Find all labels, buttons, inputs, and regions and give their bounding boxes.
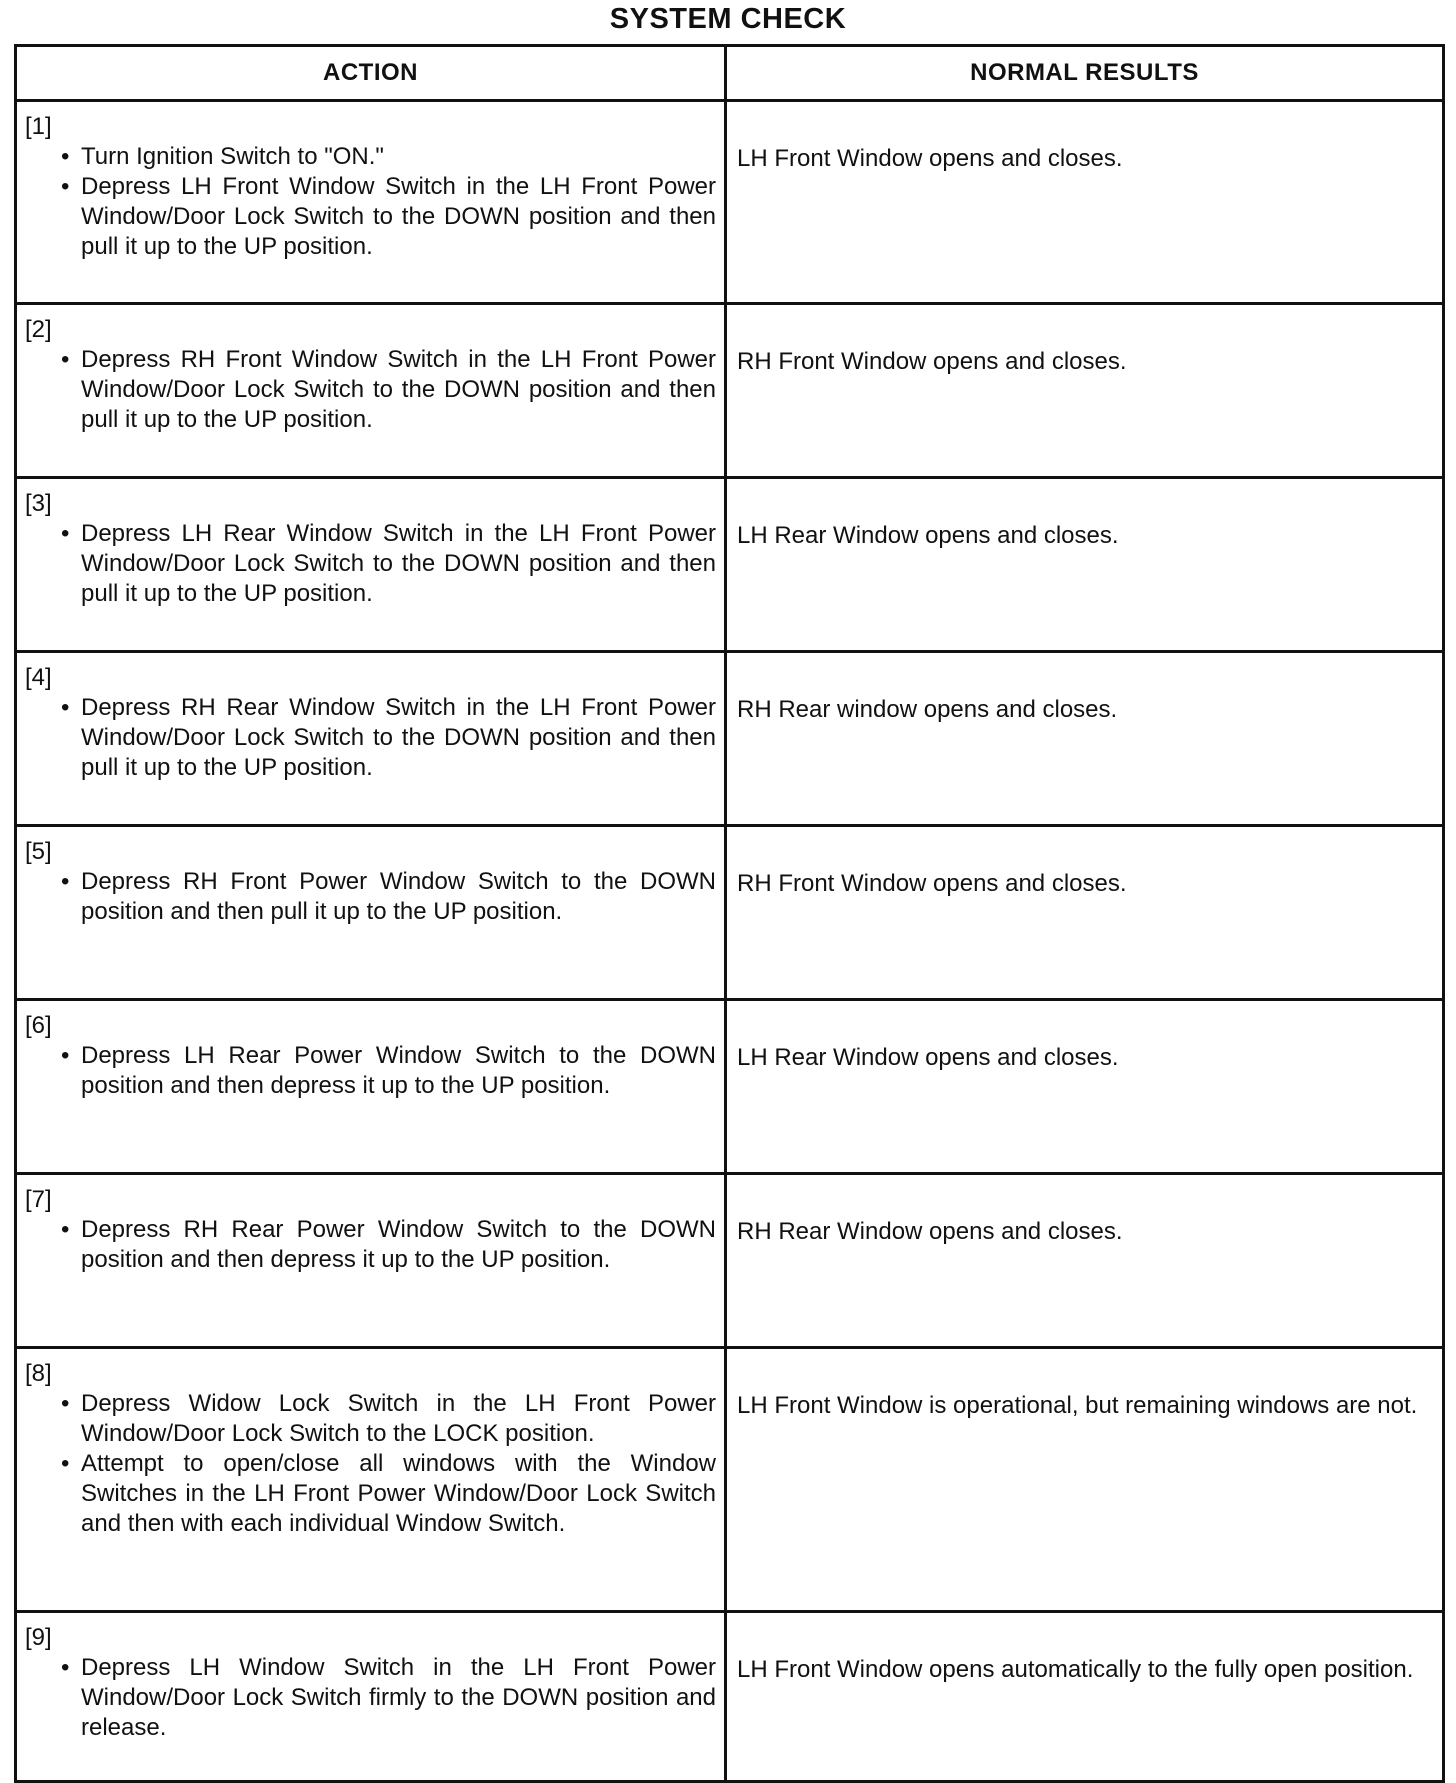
action-list bbox=[25, 867, 716, 927]
action-cell bbox=[16, 304, 726, 478]
result-cell: LH Rear Window opens and closes. bbox=[726, 478, 1444, 652]
action-item: • Depress Widow Lock Switch in the LH Front Power Window/Door Lock Switch to the LOCK position. bbox=[81, 1389, 716, 1449]
step-number: [7] bbox=[25, 1186, 52, 1213]
table-row bbox=[16, 1612, 1444, 1782]
step-number: [8] bbox=[25, 1360, 52, 1387]
result-cell: RH Rear Window opens and closes. bbox=[726, 1174, 1444, 1348]
result-cell: LH Front Window opens automatically to the fully open position. bbox=[726, 1612, 1444, 1782]
step-number: [6] bbox=[25, 1012, 52, 1039]
action-list bbox=[25, 1215, 716, 1275]
action-cell bbox=[16, 1174, 726, 1348]
action-cell bbox=[16, 1612, 726, 1782]
result-cell: LH Front Window opens and closes. bbox=[726, 101, 1444, 304]
step-number: [1] bbox=[25, 113, 52, 140]
table-row bbox=[16, 101, 1444, 304]
action-cell bbox=[16, 652, 726, 826]
system-check-table bbox=[14, 44, 1445, 1783]
table-row bbox=[16, 652, 1444, 826]
table-row bbox=[16, 826, 1444, 1000]
action-item: • Depress LH Window Switch in the LH Front Power Window/Door Lock Switch firmly to the DOWN position and release. bbox=[81, 1653, 716, 1743]
step-number: [5] bbox=[25, 838, 52, 865]
action-list bbox=[25, 345, 716, 435]
action-list bbox=[25, 1389, 716, 1539]
action-item: • Depress LH Front Window Switch in the LH Front Power Window/Door Lock Switch to the DOWN position and then pull it up to the UP position. bbox=[81, 172, 716, 262]
results-column-header: NORMAL RESULTS bbox=[726, 46, 1444, 101]
action-item: • Depress LH Rear Power Window Switch to the DOWN position and then depress it up to the UP position. bbox=[81, 1041, 716, 1101]
table-row bbox=[16, 304, 1444, 478]
page-title: SYSTEM CHECK bbox=[609, 3, 847, 35]
step-number: [2] bbox=[25, 316, 52, 343]
action-item: • Depress LH Rear Window Switch in the LH Front Power Window/Door Lock Switch to the DOWN position and then pull it up to the UP position. bbox=[81, 519, 716, 609]
step-number: [9] bbox=[25, 1624, 52, 1651]
table-row bbox=[16, 1000, 1444, 1174]
action-list bbox=[25, 1653, 716, 1743]
result-cell: RH Front Window opens and closes. bbox=[726, 304, 1444, 478]
action-cell bbox=[16, 478, 726, 652]
action-item: • Depress RH Rear Power Window Switch to the DOWN position and then depress it up to the UP position. bbox=[81, 1215, 716, 1275]
table-row bbox=[16, 478, 1444, 652]
action-column-header: ACTION bbox=[16, 46, 726, 101]
action-list bbox=[25, 519, 716, 609]
action-item: • Depress RH Rear Window Switch in the LH Front Power Window/Door Lock Switch to the DOWN position and then pull it up to the UP position. bbox=[81, 693, 716, 783]
result-cell: LH Rear Window opens and closes. bbox=[726, 1000, 1444, 1174]
result-cell: RH Front Window opens and closes. bbox=[726, 826, 1444, 1000]
action-cell bbox=[16, 101, 726, 304]
step-number: [3] bbox=[25, 490, 52, 517]
action-list bbox=[25, 1041, 716, 1101]
action-cell bbox=[16, 826, 726, 1000]
result-cell: RH Rear window opens and closes. bbox=[726, 652, 1444, 826]
action-list bbox=[25, 693, 716, 783]
table-row bbox=[16, 1348, 1444, 1612]
result-cell: LH Front Window is operational, but remaining windows are not. bbox=[726, 1348, 1444, 1612]
step-number: [4] bbox=[25, 664, 52, 691]
action-item: • Turn Ignition Switch to "ON." bbox=[81, 142, 716, 172]
action-list bbox=[25, 142, 716, 262]
table-row bbox=[16, 1174, 1444, 1348]
table-header-row bbox=[16, 46, 1444, 101]
action-item: • Attempt to open/close all windows with the Window Switches in the LH Front Power Window/Door Lock Switch and then with each individual Window Switch. bbox=[81, 1449, 716, 1539]
action-cell bbox=[16, 1348, 726, 1612]
action-item: • Depress RH Front Window Switch in the LH Front Power Window/Door Lock Switch to the DOWN position and then pull it up to the UP position. bbox=[81, 345, 716, 435]
action-cell bbox=[16, 1000, 726, 1174]
action-item: • Depress RH Front Power Window Switch to the DOWN position and then pull it up to the UP position. bbox=[81, 867, 716, 927]
